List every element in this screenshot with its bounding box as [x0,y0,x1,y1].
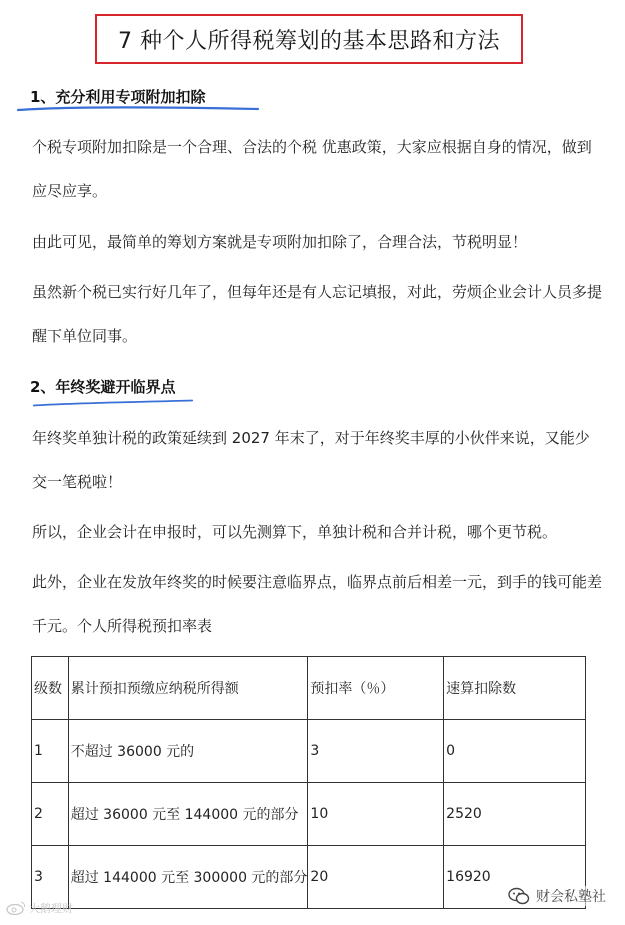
paragraph-2-2: 所以，企业会计在申报时，可以先测算下，单独计税和合并计税，哪个更节税。 [32,523,558,541]
paragraph-2-3: 此外，企业在发放年终奖的时候要注意临界点，临界点前后相差一元，到手的钱可能差千元。个人所得税预扣率表 [32,573,603,635]
table-cell: 3 [308,720,444,783]
watermark-left-text: 大鹅理财 [29,902,73,915]
wechat-logo-icon [508,887,530,905]
table-cell: 20 [308,846,444,909]
section-heading-2: 2、年终奖避开临界点 [30,378,176,396]
table-row [32,720,586,783]
table-cell: 超过 144000 元至 300000 元的部分 [68,846,308,909]
table-row [32,783,586,846]
paragraph-1-3: 虽然新个税已实行好几年了，但每年还是有人忘记填报，对此，劳烦企业会计人员多提醒下单位同事。 [32,283,603,345]
table-cell: 0 [444,720,586,783]
weibo-logo-icon [6,901,26,915]
table-cell: 2 [32,783,69,846]
watermark-right [508,886,606,906]
table-cell: 超过 36000 元至 144000 元的部分 [68,783,308,846]
paragraph-2-1: 年终奖单独计税的政策延续到 2027 年末了，对于年终奖丰厚的小伙伴来说，又能少交一笔税啦！ [32,429,590,491]
table-row [32,846,586,909]
table-cell: 2520 [444,783,586,846]
table-header-cell: 累计预扣预缴应纳税所得额 [68,657,308,720]
table-cell: 3 [32,846,69,909]
table-header-cell: 速算扣除数 [444,657,586,720]
section-underline-1 [16,104,260,114]
article-title: 7 种个人所得税筹划的基本思路和方法 [95,14,523,64]
watermark-left [6,900,73,916]
watermark-right-text: 财会私塾社 [536,889,606,905]
table-cell: 不超过 36000 元的 [68,720,308,783]
table-header-row [32,657,586,720]
paragraph-1-1: 个税专项附加扣除是一个合理、合法的个税 优惠政策，大家应根据自身的情况，做到应尽应享。 [32,138,592,200]
table-cell: 1 [32,720,69,783]
paragraph-1-2: 由此可见，最简单的筹划方案就是专项附加扣除了，合理合法，节税明显！ [32,233,528,251]
table-cell: 10 [308,783,444,846]
tax-rate-table [31,656,586,909]
table-header-cell: 预扣率（％） [308,657,444,720]
table-cell: 16920 [444,846,586,909]
section-heading-1: 1、充分利用专项附加扣除 [30,88,206,106]
section-underline-2 [16,398,210,408]
table-header-cell: 级数 [32,657,69,720]
